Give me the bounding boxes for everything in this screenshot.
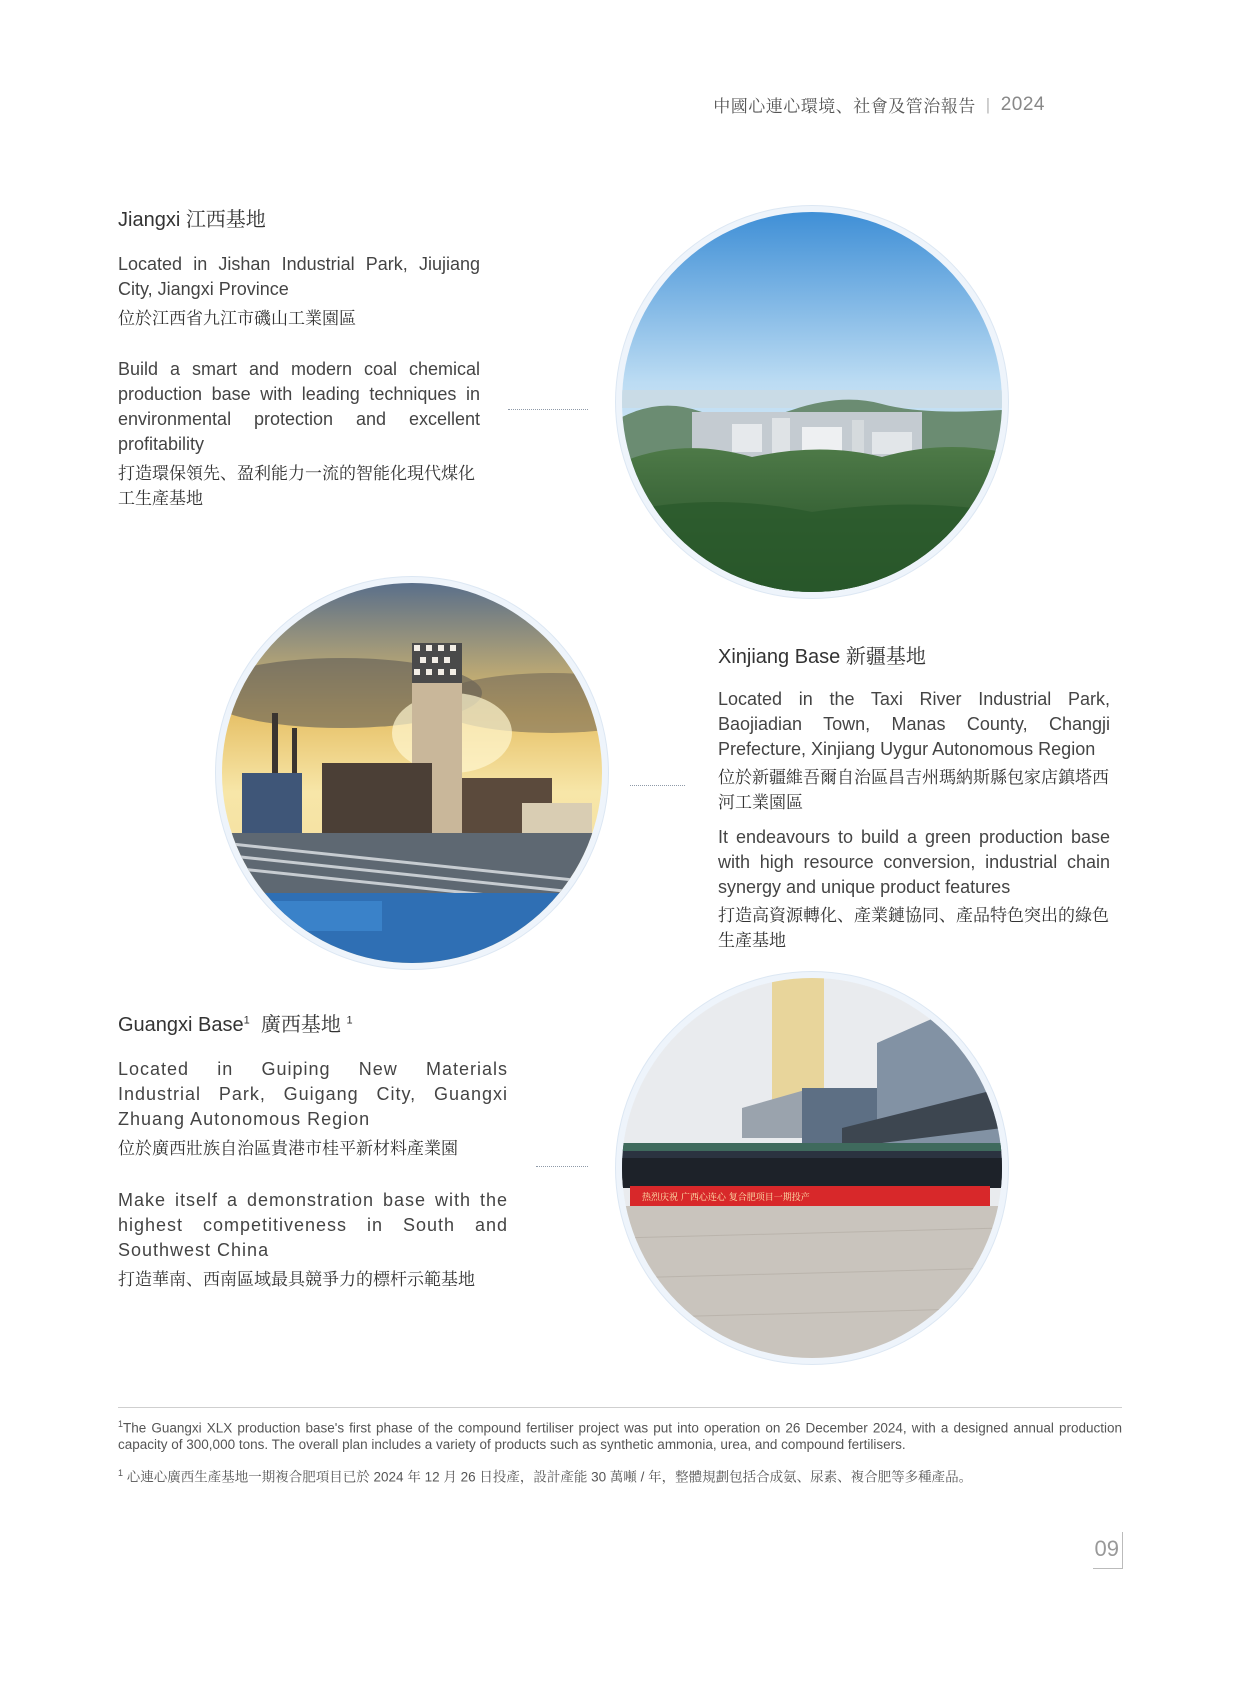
footnote-divider xyxy=(118,1407,1122,1408)
guangxi-location-en: Located in Guiping New Materials Industrial Park, Guigang City, Guangxi Zhuang Autonomous Region xyxy=(118,1059,508,1129)
page-corner-base xyxy=(1093,1568,1123,1569)
page-number: 09 xyxy=(1094,1536,1119,1561)
guangxi-location-cn: 位於廣西壯族自治區貴港市桂平新材料產業園 xyxy=(118,1139,458,1158)
jiangxi-base-photo xyxy=(622,212,1002,592)
xinjiang-connector xyxy=(630,785,685,786)
banner-text: 热烈庆祝 广西心连心 复合肥项目一期投产 xyxy=(642,1193,810,1203)
guangxi-title-en: Guangxi Base xyxy=(118,1014,244,1036)
xinjiang-base-photo xyxy=(222,583,602,963)
jiangxi-goal-cn: 打造環保領先、盈利能力一流的智能化現代煤化工生產基地 xyxy=(118,464,475,508)
aerial-industrial-park-image xyxy=(622,212,1002,592)
footnote-en-text: The Guangxi XLX production base's first phase of the compound fertiliser project was put into operation on 26 December 2024, with a designed annual production capacity of 300,000 tons. The overall plan includes a variety of products such as synthetic ammonia, urea, and compound fertilisers. xyxy=(118,1420,1122,1452)
guangxi-title-cn: 廣西基地 xyxy=(260,1014,341,1036)
jiangxi-goal-en: Build a smart and modern coal chemical production base with leading techniques in environmental protection and excellent profitability xyxy=(118,359,480,454)
xinjiang-goal-en: It endeavours to build a green production base with high resource conversion, industrial chain synergy and unique product features xyxy=(718,827,1110,897)
guangxi-base-photo xyxy=(622,978,1002,1358)
jiangxi-location-en: Located in Jishan Industrial Park, Jiujiang City, Jiangxi Province xyxy=(118,254,480,299)
footnote-mark-cn: 1 xyxy=(118,1468,124,1478)
xinjiang-goal-cn: 打造高資源轉化、產業鏈協同、產品特色突出的綠色生產基地 xyxy=(718,906,1109,950)
report-title: 中國心連心環境、社會及管治報告 xyxy=(713,97,976,116)
footnote-en xyxy=(118,1416,1122,1453)
jiangxi-title: Jiangxi 江西基地 xyxy=(118,209,266,231)
footnote-mark: 1 xyxy=(118,1419,124,1429)
header-separator: | xyxy=(985,94,991,114)
page-corner-line xyxy=(1122,1532,1123,1568)
guangxi-goal-cn: 打造華南、西南區域最具競爭力的標杆示範基地 xyxy=(118,1270,475,1289)
guangxi-title xyxy=(118,1008,353,1037)
jiangxi-connector xyxy=(508,409,588,410)
report-year: 2024 xyxy=(1000,93,1045,115)
footnote-ref-cn: 1 xyxy=(346,1014,353,1027)
xinjiang-location-cn: 位於新疆維吾爾自治區昌吉州瑪納斯縣包家店鎮塔西河工業園區 xyxy=(718,768,1109,812)
jiangxi-location-cn: 位於江西省九江市磯山工業園區 xyxy=(118,309,356,328)
guangxi-connector xyxy=(536,1166,588,1167)
xinjiang-location-en: Located in the Taxi River Industrial Park, Baojiadian Town, Manas County, Changji Prefecture, Xinjiang Uygur Autonomous Region xyxy=(718,689,1110,759)
footnote-cn xyxy=(118,1465,1122,1486)
footnote-ref: 1 xyxy=(243,1014,250,1027)
guangxi-goal-en: Make itself a demonstration base with the highest competitiveness in South and Southwest China xyxy=(118,1190,508,1260)
xinjiang-title: Xinjiang Base 新疆基地 xyxy=(718,646,926,668)
group-photo-image xyxy=(622,978,1002,1358)
sunset-chemical-plant-image xyxy=(222,583,602,963)
report-header xyxy=(713,92,1045,117)
footnote-cn-text: 心連心廣西生產基地一期複合肥項目已於 2024 年 12 月 26 日投產，設計產能 30 萬噸 / 年，整體規劃包括合成氨、尿素、複合肥等多種產品。 xyxy=(126,1469,973,1485)
